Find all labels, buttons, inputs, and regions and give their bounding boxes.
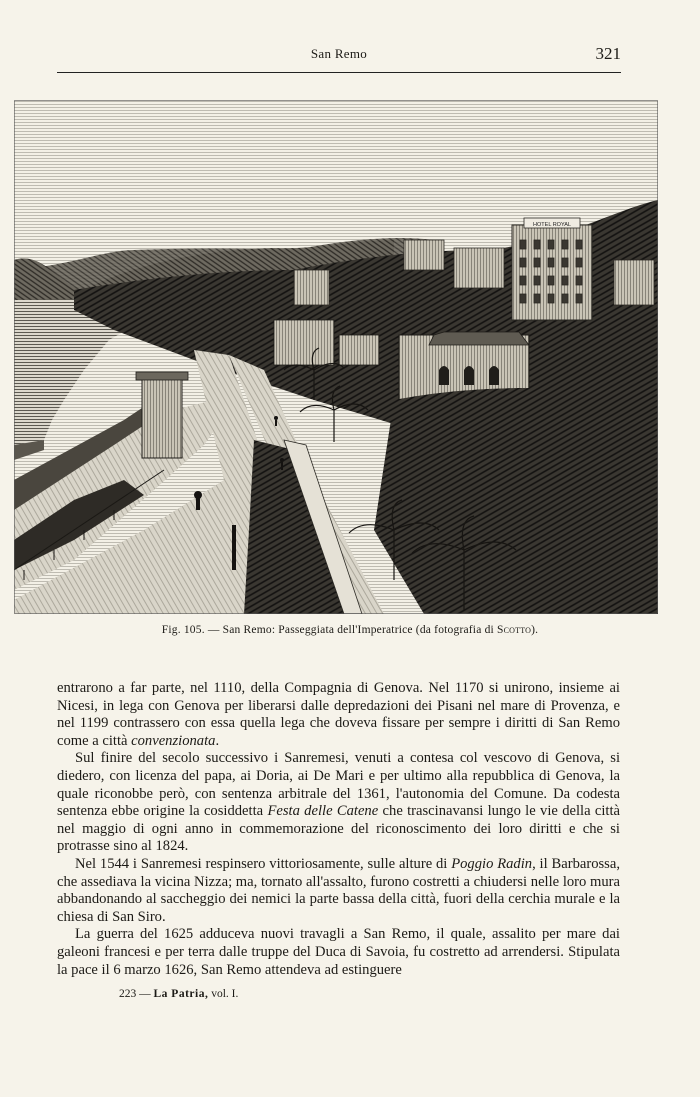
paragraph-3 <box>57 856 620 926</box>
caption-text: Fig. 105. — San Remo: Passeggiata dell'Imperatrice (da fotografia di <box>161 624 497 636</box>
paragraph-2-italic: Festa delle Catene <box>267 803 379 820</box>
hotel-sign-text: HOTEL ROYAL <box>533 222 571 228</box>
figure-caption <box>0 624 700 636</box>
paragraph-3-end: , il Barbarossa, che assediava la vicina Nizza; ma, tornato all'assalto, furono costretti a chiudersi nelle loro mura abbandonando al saccheggio dei nemici la parte bassa della città, fuori della cerchia murale e la chiesa di San Siro. <box>57 855 620 925</box>
page-footer <box>119 988 238 1000</box>
running-title: San Remo <box>310 46 368 61</box>
caption-photographer: Scotto <box>497 624 532 636</box>
paragraph-3-italic: Poggio Radin <box>451 855 533 872</box>
header-rule <box>57 72 621 73</box>
body-text <box>57 680 620 979</box>
caption-end: ). <box>531 624 539 636</box>
paragraph-1-text: entrarono a far parte, nel 1110, della Compagnia di Genova. Nel 1170 si unirono, insieme ai Nicesi, in lega con Genova per liberarsi dalle depredazioni dei Pisani nel mare di Provenza, e nel 1199 contrassero con essa quella lega che doveva fissare per sempre i diritti di San Remo come a città <box>57 680 620 749</box>
paragraph-1-end: . <box>215 732 220 749</box>
paragraph-1 <box>57 680 620 750</box>
paragraph-3-text: Nel 1544 i Sanremesi respinsero vittoriosamente, sulle alture di <box>75 855 452 872</box>
paragraph-4: La guerra del 1625 adduceva nuovi travagli a San Remo, il quale, assalito per mare dai galeoni francesi e per terra dalle truppe del Duca di Savoia, fu costretto ad arrendersi. Stipulata la pace il 6 marzo 1626, San Remo attendeva ad estinguere <box>57 926 620 978</box>
page-header <box>57 44 621 74</box>
footer-brand: La Patria, <box>153 988 209 1000</box>
signature-mark: 223 — <box>119 988 154 1000</box>
paragraph-2-end: che trascinavansi lungo le vie della città nel maggio di ogni anno in commemorazione del riconoscimento dei loro diritti e che si protrasse sino al 1824. <box>57 803 620 855</box>
footer-volume: vol. I. <box>208 988 239 1000</box>
paragraph-2 <box>57 750 620 856</box>
paragraph-1-italic: convenzionata <box>131 732 216 749</box>
paragraph-2-text: Sul finire del secolo successivo i Sanremesi, venuti a contesa col vescovo di Genova, si diedero, con licenza del papa, ai Doria, ai De Mari e per ultimo alla repubblica di Genova, la quale riconobbe però, con sentenza arbitrale del 1361, l'autonomia del Comune. Da codesta sentenza ebbe origine la cosiddetta <box>57 750 620 820</box>
page-number: 321 <box>595 44 621 63</box>
engraving-illustration <box>14 100 658 614</box>
